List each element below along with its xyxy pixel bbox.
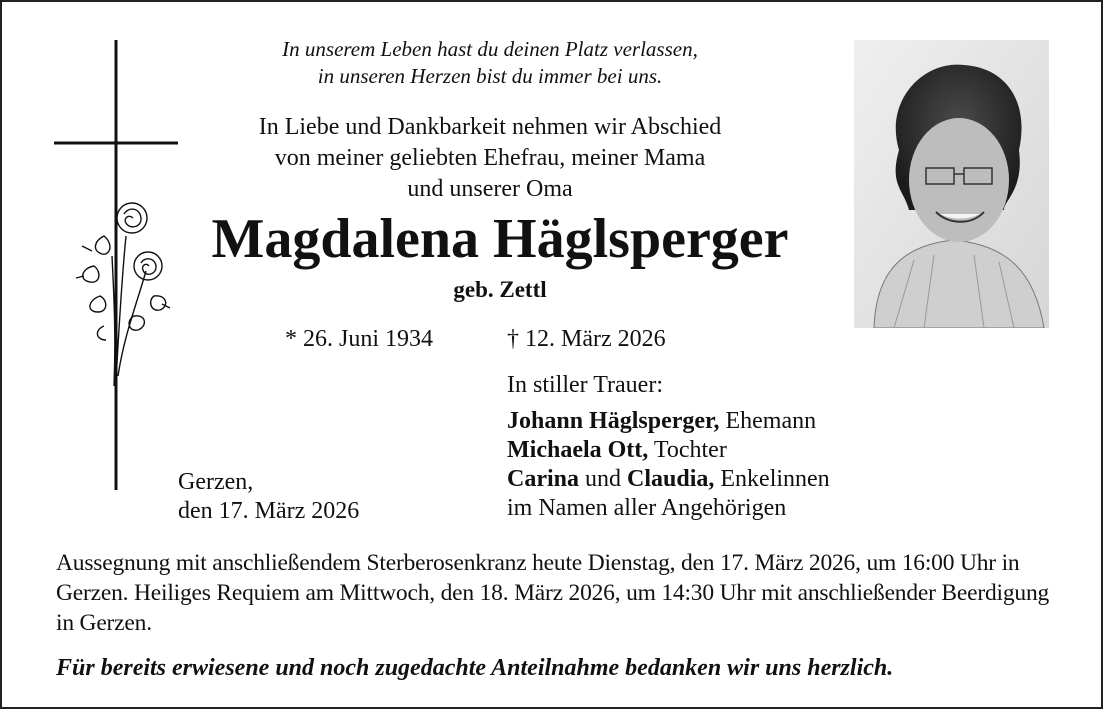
service-info: Aussegnung mit anschließendem Sterberosenkranz heute Dienstag, den 17. März 2026, um 16:00 Uhr in Gerzen. Heiliges Requiem am Mittwoch, den 18. März 2026, um 14:30 Uhr mit anschließender Beerdigung in Gerzen. <box>56 550 1050 636</box>
intro-line: von meiner geliebten Ehefrau, meiner Mama <box>274 145 706 171</box>
mourner-name: Michaela Ott, <box>507 437 649 463</box>
mourning-heading: In stiller Trauer: <box>507 372 663 398</box>
deceased-name: Magdalena Häglsperger <box>211 208 789 270</box>
mourner-name: Carina <box>507 466 579 492</box>
place: Gerzen, <box>178 469 254 495</box>
place-date <box>178 468 359 526</box>
list-item: im Namen aller Angehörigen <box>507 495 787 521</box>
roses-icon <box>74 196 174 396</box>
intro-line: In Liebe und Dankbarkeit nehmen wir Abschied <box>258 114 722 140</box>
list-item <box>507 407 830 436</box>
date: den 17. März 2026 <box>178 498 360 524</box>
list-item <box>507 465 830 494</box>
death-date: † 12. März 2026 <box>507 326 666 352</box>
mourner-role: Tochter <box>648 437 727 463</box>
mourners-list <box>507 407 830 523</box>
mourner-name: Johann Häglsperger, <box>507 408 720 434</box>
list-item <box>507 436 830 465</box>
thanks-line: Für bereits erwiesene und noch zugedachte Anteilnahme bedanken wir uns herzlich. <box>56 655 894 681</box>
portrait-photo <box>854 40 1049 328</box>
verse <box>200 36 780 90</box>
maiden-name: geb. Zettl <box>453 277 547 302</box>
intro-text <box>200 112 780 205</box>
birth-date: * 26. Juni 1934 <box>285 326 434 352</box>
mourner-name: Claudia, <box>627 466 715 492</box>
verse-line: in unseren Herzen bist du immer bei uns. <box>317 64 663 88</box>
intro-line: und unserer Oma <box>407 176 573 202</box>
verse-line: In unserem Leben hast du deinen Platz verlassen, <box>282 37 698 61</box>
mourner-role: Ehemann <box>719 408 817 434</box>
mourner-role: Enkelinnen <box>714 466 830 492</box>
mourner-joiner: und <box>579 466 627 492</box>
